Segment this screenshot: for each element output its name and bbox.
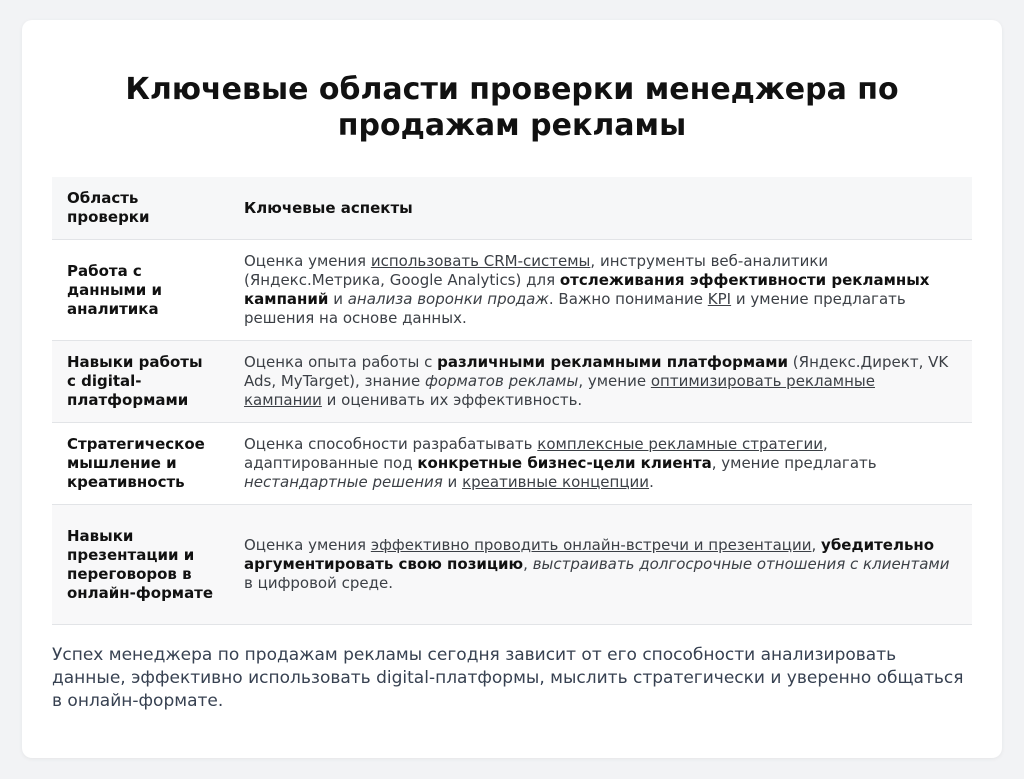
text-segment: и: [328, 290, 348, 308]
bold-phrase: различными рекламными платформами: [437, 353, 789, 371]
review-areas-table: [52, 177, 972, 625]
bold-phrase: отслеживания эффективности рекламных кампаний: [244, 271, 930, 308]
text-segment: , адаптированные под: [244, 435, 828, 472]
text-segment: (Яндекс.Директ, VK Ads, MyTarget), знание: [244, 353, 949, 390]
row-area-cell: Навыки презентации и переговоров в онлайн-формате: [52, 505, 229, 625]
italic-phrase: анализа воронки продаж: [347, 290, 549, 308]
table-row: [52, 423, 972, 505]
table-row: [52, 505, 972, 625]
text-segment: Оценка способности разрабатывать: [244, 435, 538, 453]
table-row: [52, 240, 972, 341]
text-segment: Оценка умения: [244, 536, 371, 554]
text-segment: и оценивать их эффективность.: [321, 391, 583, 409]
text-segment: и: [442, 473, 463, 491]
text-segment: .: [649, 473, 654, 491]
page-title: Ключевые области проверки менеджера по продажам рекламы: [125, 72, 899, 143]
bold-phrase: конкретные бизнес-цели клиента: [417, 454, 712, 472]
underlined-phrase: креативные концепции: [462, 473, 650, 491]
underlined-phrase: KPI: [707, 290, 732, 308]
text-segment: , умение предлагать: [711, 454, 877, 472]
underlined-phrase: использовать CRM-системы: [370, 252, 591, 270]
text-segment: и умение предлагать решения на основе данных.: [244, 290, 906, 327]
row-aspects-cell: [229, 423, 972, 505]
row-aspects-cell: [229, 341, 972, 423]
table-row: [52, 341, 972, 423]
text-segment: ,: [523, 555, 533, 573]
row-area-cell: Стратегическое мышление и креативность: [52, 423, 229, 505]
row-area-cell: Навыки работы с digital-платформами: [52, 341, 229, 423]
text-segment: . Важно понимание: [548, 290, 708, 308]
row-aspects-cell: [229, 505, 972, 625]
italic-phrase: выстраивать долгосрочные отношения с клиентами: [532, 555, 950, 573]
table-header-row: [52, 177, 972, 240]
summary-text: Успех менеджера по продажам рекламы сегодня зависит от его способности анализировать данные, эффективно использовать digital-платформы, мыслить стратегически и уверенно общаться в онлайн-формате.: [52, 645, 964, 711]
header-area: Область проверки: [52, 177, 229, 240]
header-aspects: Ключевые аспекты: [229, 177, 972, 240]
underlined-phrase: комплексные рекламные стратегии: [537, 435, 824, 453]
italic-phrase: нестандартные решения: [244, 473, 443, 491]
text-segment: , инструменты веб-аналитики (Яндекс.Метрика, Google Analytics) для: [244, 252, 829, 289]
italic-phrase: форматов рекламы: [425, 372, 579, 390]
text-segment: Оценка опыта работы с: [244, 353, 438, 371]
underlined-phrase: оптимизировать рекламные кампании: [244, 372, 875, 409]
text-segment: Оценка умения: [244, 252, 371, 270]
underlined-phrase: эффективно проводить онлайн-встречи и презентации: [370, 536, 812, 554]
text-segment: ,: [811, 536, 822, 554]
text-segment: , умение: [578, 372, 651, 390]
row-area-cell: Работа с данными и аналитика: [52, 240, 229, 341]
bold-phrase: убедительно аргументировать свою позицию: [244, 536, 935, 573]
content-card: [22, 20, 1002, 758]
text-segment: в цифровой среде.: [244, 574, 393, 592]
row-aspects-cell: [229, 240, 972, 341]
